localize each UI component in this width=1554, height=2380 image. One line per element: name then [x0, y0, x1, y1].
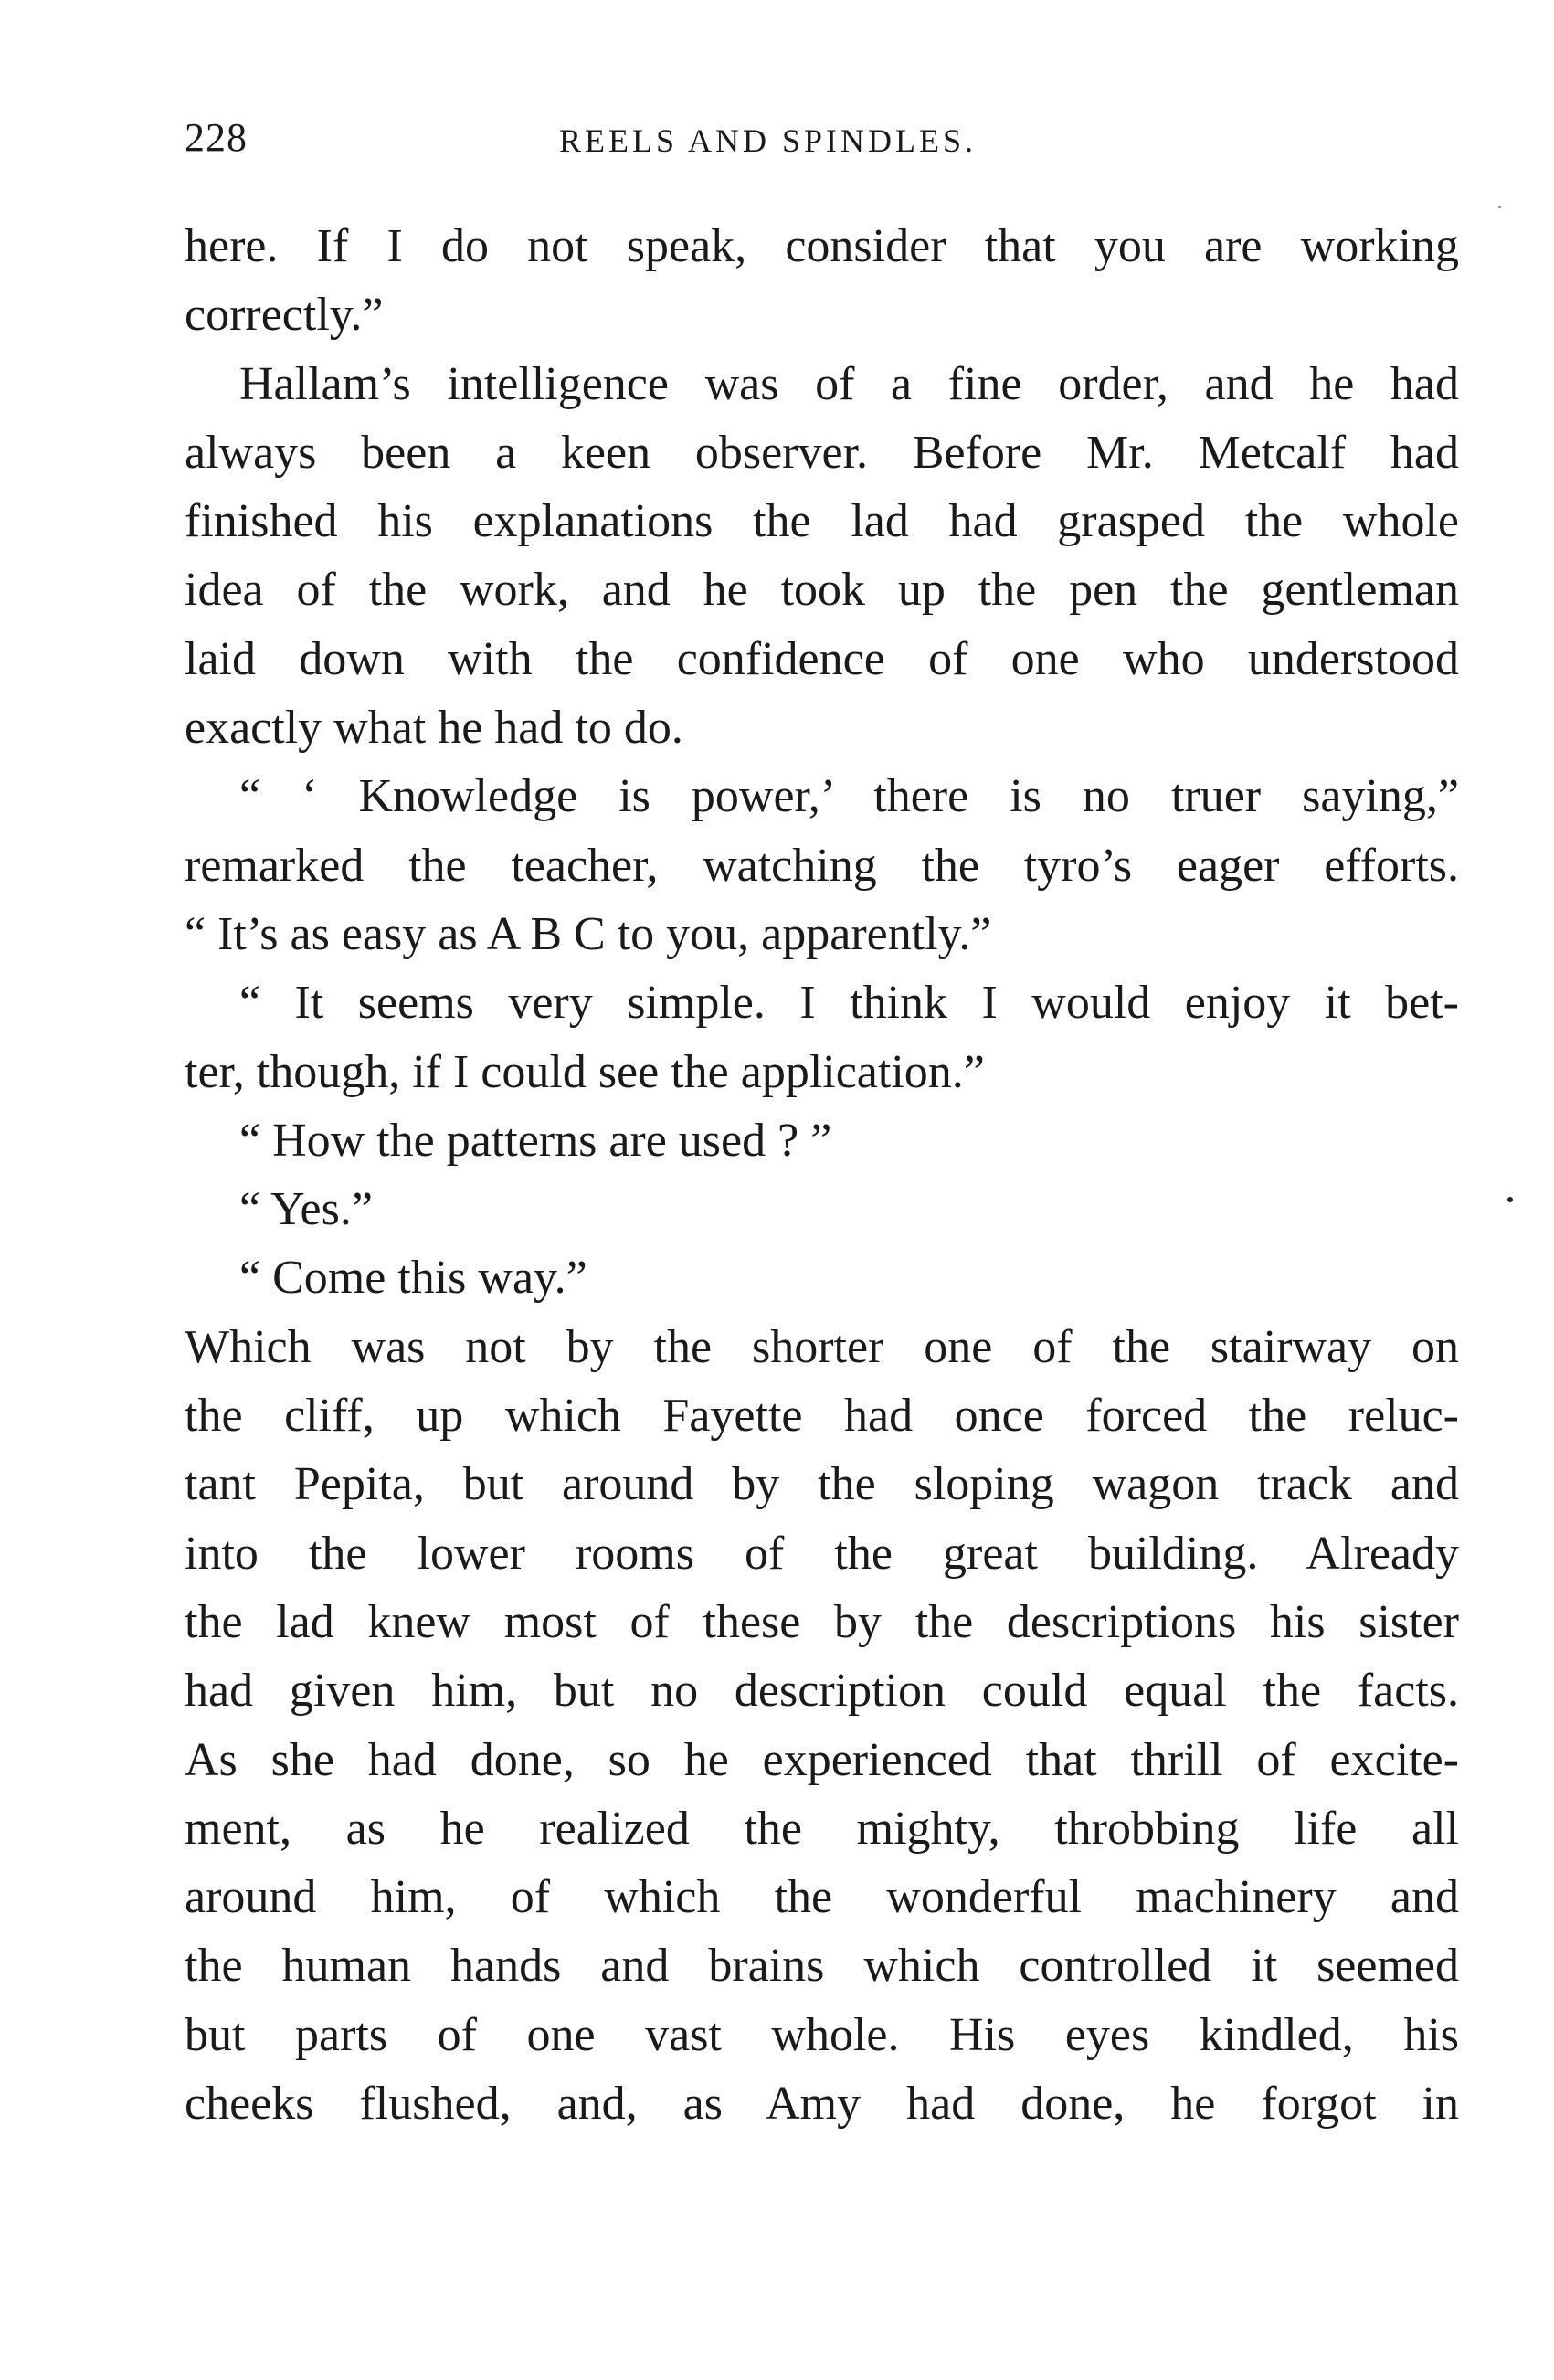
- margin-speck: [1498, 206, 1501, 208]
- text-line: finished his explanations the lad had grasped the whole: [185, 495, 1459, 548]
- running-head: [185, 114, 1464, 187]
- text-line: “ It’s as easy as A B C to you, apparently.”: [185, 907, 992, 960]
- text-line: the human hands and brains which controlled it seemed: [185, 1940, 1459, 1993]
- margin-speck: [1507, 1197, 1513, 1202]
- text-line: idea of the work, and he took up the pen the gentleman: [185, 564, 1459, 617]
- text-line: “ It seems very simple. I think I would enjoy it bet-: [239, 977, 1459, 1030]
- text-line: “ Come this way.”: [239, 1252, 587, 1305]
- text-line: had given him, but no description could equal the facts.: [185, 1665, 1459, 1718]
- text-line: ter, though, if I could see the application.”: [185, 1045, 985, 1098]
- text-line: tant Pepita, but around by the sloping wagon track and: [185, 1458, 1459, 1511]
- text-line: exactly what he had to do.: [185, 702, 683, 755]
- text-line: always been a keen observer. Before Mr. Metcalf had: [185, 426, 1459, 479]
- text-line: here. If I do not speak, consider that you are working: [185, 220, 1459, 272]
- text-line: the cliff, up which Fayette had once forced the reluc-: [185, 1390, 1459, 1443]
- text-line: ment, as he realized the mighty, throbbing life all: [185, 1802, 1459, 1855]
- text-line: “ Yes.”: [239, 1183, 373, 1236]
- text-line: correctly.”: [185, 289, 384, 342]
- body-text: [185, 212, 1459, 2138]
- text-line: Hallam’s intelligence was of a fine order, and he had: [239, 357, 1459, 410]
- text-line: into the lower rooms of the great building. Already: [185, 1527, 1459, 1580]
- text-line: but parts of one vast whole. His eyes kindled, his: [185, 2008, 1459, 2061]
- text-line: Which was not by the shorter one of the stairway on: [185, 1320, 1459, 1373]
- page-number: 228: [185, 115, 248, 160]
- text-line: “ ‘ Knowledge is power,’ there is no truer saying,”: [239, 770, 1459, 823]
- text-line: the lad knew most of these by the descriptions his sister: [185, 1595, 1459, 1648]
- text-line: As she had done, so he experienced that thrill of excite-: [185, 1733, 1459, 1786]
- text-line: cheeks flushed, and, as Amy had done, he forgot in: [185, 2078, 1459, 2131]
- text-line: laid down with the confidence of one who understood: [185, 632, 1459, 685]
- text-line: “ How the patterns are used ? ”: [239, 1114, 832, 1167]
- text-line: around him, of which the wonderful machinery and: [185, 1871, 1459, 1924]
- running-title: REELS AND SPINDLES.: [559, 122, 978, 159]
- text-line: remarked the teacher, watching the tyro’s eager efforts.: [185, 839, 1459, 892]
